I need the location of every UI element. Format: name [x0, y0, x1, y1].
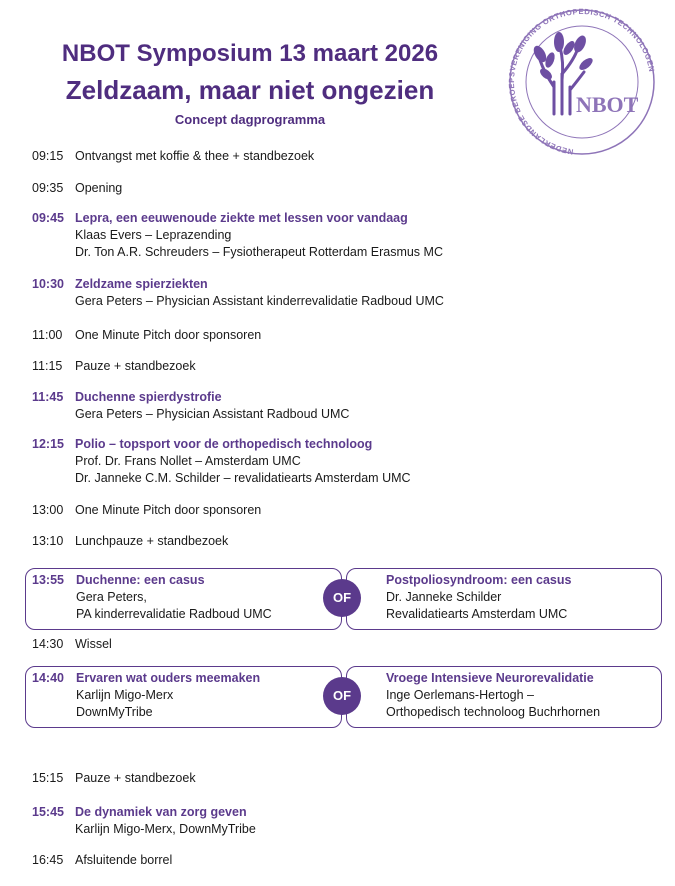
page-subtitle: Zeldzaam, maar niet ongezien	[65, 75, 435, 105]
parallel-time: 13:55	[32, 573, 64, 587]
logo-ring-text: NEDERLANDSE BEROEPSVERENIGING ORTHOPEDISCH TECHNOLOGEN	[506, 6, 657, 157]
program-time: 09:15	[32, 149, 64, 163]
program-time: 11:15	[32, 359, 63, 373]
program-title: Lepra, een eeuwenoude ziekte met lessen voor vandaag	[75, 211, 408, 225]
program-title: Pauze + standbezoek	[75, 771, 196, 785]
program-time: 15:15	[32, 771, 64, 785]
session-speaker: DownMyTribe	[76, 705, 153, 719]
program-title: Zeldzame spierziekten	[75, 277, 208, 291]
session-title: Postpoliosyndroom: een casus	[386, 573, 572, 587]
program-speaker: Klaas Evers – Leprazending	[75, 228, 232, 242]
program-time: 11:00	[32, 328, 63, 342]
program-time: 09:35	[32, 181, 64, 195]
session-title: Vroege Intensieve Neurorevalidatie	[386, 671, 594, 685]
logo-letters: NBOT	[576, 92, 639, 117]
program-time: 11:45	[32, 390, 64, 404]
program-title: Wissel	[75, 637, 112, 651]
program-title: Opening	[75, 181, 123, 195]
parallel-box-1-left	[25, 568, 342, 630]
program-time: 13:10	[32, 534, 64, 548]
nbot-logo	[502, 2, 662, 158]
program-title: De dynamiek van zorg geven	[75, 805, 247, 819]
program-title: One Minute Pitch door sponsoren	[75, 328, 262, 342]
program-title: Ontvangst met koffie & thee + standbezoek	[75, 149, 315, 163]
program-speaker: Dr. Ton A.R. Schreuders – Fysiotherapeut Rotterdam Erasmus MC	[75, 245, 443, 259]
page-tagline: Concept dagprogramma	[174, 112, 326, 127]
program-title: Duchenne spierdystrofie	[75, 390, 222, 404]
program-title: Afsluitende borrel	[75, 853, 173, 867]
program-speaker: Prof. Dr. Frans Nollet – Amsterdam UMC	[75, 454, 301, 468]
program-speaker: Karlijn Migo-Merx, DownMyTribe	[75, 822, 256, 836]
program-time: 09:45	[32, 211, 64, 225]
program-time: 10:30	[32, 277, 64, 291]
program-time: 16:45	[32, 853, 64, 867]
program-title: Lunchpauze + standbezoek	[75, 534, 229, 548]
parallel-box-2-right	[346, 666, 662, 728]
or-badge: OF	[323, 677, 361, 715]
or-badge: OF	[323, 579, 361, 617]
program-speaker: Gera Peters – Physician Assistant Radboud UMC	[75, 407, 350, 421]
session-speaker: Dr. Janneke Schilder	[386, 590, 502, 604]
program-time: 15:45	[32, 805, 64, 819]
program-speaker: Gera Peters – Physician Assistant kinderrevalidatie Radboud UMC	[75, 294, 444, 308]
program-time: 12:15	[32, 437, 64, 451]
program-speaker: Dr. Janneke C.M. Schilder – revalidatiearts Amsterdam UMC	[75, 471, 411, 485]
session-title: Ervaren wat ouders meemaken	[76, 671, 261, 685]
parallel-time: 14:40	[32, 671, 64, 685]
session-speaker: Orthopedisch technoloog Buchrhornen	[386, 705, 601, 719]
parallel-box-1-right	[346, 568, 662, 630]
svg-text:NEDERLANDSE BEROEPSVERENIGING	[507, 7, 656, 156]
session-speaker: Gera Peters,	[76, 590, 147, 604]
program-title: One Minute Pitch door sponsoren	[75, 503, 262, 517]
session-speaker: Revalidatiearts Amsterdam UMC	[386, 607, 568, 621]
session-speaker: PA kinderrevalidatie Radboud UMC	[76, 607, 272, 621]
page-title: NBOT Symposium 13 maart 2026	[61, 40, 439, 67]
program-title: Pauze + standbezoek	[75, 359, 196, 373]
program-title: Polio – topsport voor de orthopedisch technoloog	[75, 437, 373, 451]
session-speaker: Karlijn Migo-Merx	[76, 688, 174, 702]
session-title: Duchenne: een casus	[76, 573, 205, 587]
program-time: 13:00	[32, 503, 64, 517]
session-speaker: Inge Oerlemans-Hertogh –	[386, 688, 534, 702]
parallel-box-2-left	[25, 666, 342, 728]
program-time: 14:30	[32, 637, 64, 651]
